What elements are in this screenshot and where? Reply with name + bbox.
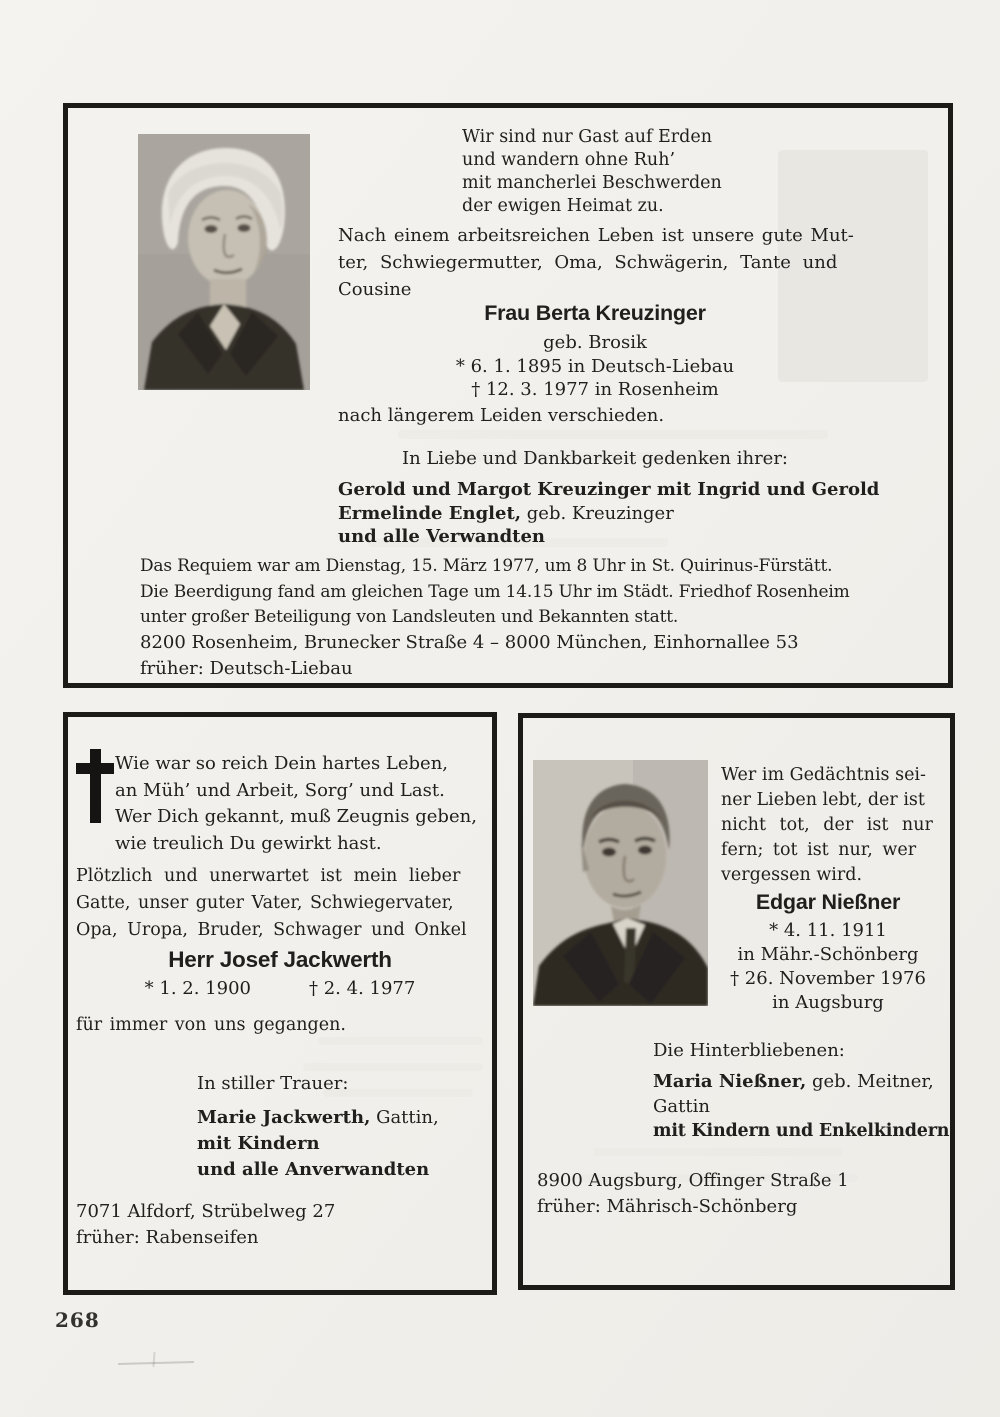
address-line: 8900 Augsburg, Offinger Straße 1	[537, 1170, 849, 1191]
page-number: 268	[55, 1308, 100, 1332]
death-line: † 26. November 1976	[730, 968, 926, 989]
poem-line: wie treulich Du gewirkt hast.	[115, 832, 382, 854]
birth-line: * 6. 1. 1895 in Deutsch-Liebau	[455, 356, 735, 377]
obituary-card-berta-kreuzinger	[63, 103, 953, 688]
bleedthrough-smudge	[318, 1037, 483, 1045]
tribute-line: In Liebe und Dankbarkeit gedenken ihrer:	[402, 448, 788, 469]
vital-dates	[68, 978, 492, 999]
poem-line: ner Lieben lebt, der ist	[721, 790, 925, 810]
mourner-line: mit Kindern und Enkelkindern	[653, 1121, 950, 1141]
opening-poem	[115, 751, 477, 857]
deceased-block	[320, 301, 870, 401]
mourner-name: Ermelinde Englet,	[338, 502, 522, 524]
funeral-line: Das Requiem war am Dienstag, 15. März 1977, um 8 Uhr in St. Quirinus-Fürstätt.	[140, 556, 833, 576]
funeral-paragraph	[140, 554, 850, 631]
bleedthrough-smudge	[303, 1063, 483, 1071]
birth-place-line: in Mähr.-Schönberg	[737, 944, 919, 965]
intro-line: Gatte, unser guter Vater, Schwiegervater,	[76, 893, 454, 913]
poem-line: fern; tot ist nur, wer	[721, 840, 917, 860]
intro-paragraph	[76, 863, 467, 944]
poem-line: vergessen wird.	[721, 865, 863, 885]
mourner-suffix: geb. Meitner,	[806, 1071, 934, 1092]
intro-line: Plötzlich und unerwartet ist mein lieber	[76, 866, 461, 886]
mourner-suffix: Gattin,	[370, 1107, 439, 1128]
cross-icon	[76, 749, 114, 827]
deceased-name: Edgar Nießner	[755, 890, 901, 914]
pencil-mark	[118, 1361, 194, 1365]
intro-line: Nach einem arbeitsreichen Leben ist unsere gute Mut-	[338, 225, 854, 246]
mourner-line	[338, 502, 879, 526]
tribute-line: In stiller Trauer:	[197, 1073, 349, 1094]
pencil-mark	[152, 1352, 155, 1367]
mourner-line	[197, 1105, 439, 1131]
portrait-photo-berta-kreuzinger	[138, 134, 310, 390]
funeral-line: unter großer Beteiligung von Landsleuten und Bekannten statt.	[140, 607, 679, 627]
mourner-line: Gerold und Margot Kreuzinger mit Ingrid und Gerold	[338, 479, 880, 500]
mourner-line: und alle Anverwandten	[197, 1159, 430, 1180]
opening-poem	[462, 126, 722, 218]
address-block	[76, 1199, 335, 1251]
poem-line: der ewigen Heimat zu.	[462, 196, 664, 216]
mourner-suffix: geb. Kreuzinger	[521, 502, 674, 524]
mourner-name: Maria Nießner,	[653, 1071, 807, 1092]
bleedthrough-smudge	[398, 430, 828, 439]
obituary-card-edgar-niessner	[518, 713, 955, 1290]
former-home-line: früher: Deutsch-Liebau	[140, 658, 353, 679]
birth-line: * 1. 2. 1900	[144, 978, 251, 999]
mourner-line	[653, 1070, 949, 1095]
passing-line: für immer von uns gegangen.	[76, 1015, 346, 1035]
mourner-line: und alle Verwandten	[338, 526, 546, 547]
intro-line: ter, Schwiegermutter, Oma, Schwägerin, Tante und	[338, 252, 838, 273]
deceased-name: Frau Berta Kreuzinger	[484, 301, 706, 325]
former-home-line: früher: Mährisch-Schönberg	[537, 1196, 798, 1217]
death-place-line: in Augsburg	[772, 992, 884, 1013]
opening-poem	[721, 763, 933, 888]
address-block	[140, 630, 799, 682]
poem-line: an Müh’ und Arbeit, Sorg’ und Last.	[115, 779, 445, 801]
mourners-block	[197, 1105, 439, 1183]
birth-line: * 4. 11. 1911	[769, 920, 887, 941]
address-line: 8200 Rosenheim, Brunecker Straße 4 – 8000 München, Einhornallee 53	[140, 632, 799, 653]
funeral-line: Die Beerdigung fand am gleichen Tage um 14.15 Uhr im Städt. Friedhof Rosenheim	[140, 581, 850, 602]
address-line: 7071 Alfdorf, Strübelweg 27	[76, 1201, 336, 1222]
maiden-name: geb. Brosik	[543, 332, 647, 353]
bleedthrough-smudge	[593, 1148, 843, 1156]
address-block	[537, 1168, 849, 1220]
tribute-line: Die Hinterbliebenen:	[653, 1040, 845, 1061]
deceased-block	[709, 890, 947, 1015]
intro-line: Opa, Uropa, Bruder, Schwager und Onkel	[76, 920, 467, 940]
passing-line: nach längerem Leiden verschieden.	[338, 405, 665, 426]
poem-line: und wandern ohne Ruh’	[462, 150, 676, 170]
mourner-line: Gattin	[653, 1095, 710, 1117]
death-line: † 12. 3. 1977 in Rosenheim	[471, 379, 719, 400]
mourner-line: mit Kindern	[197, 1133, 320, 1154]
poem-line: Wer Dich gekannt, muß Zeugnis geben,	[115, 806, 477, 827]
poem-line: mit mancherlei Beschwerden	[462, 173, 722, 193]
poem-line: Wie war so reich Dein hartes Leben,	[115, 753, 449, 774]
intro-paragraph	[338, 222, 854, 303]
obituary-card-josef-jackwerth	[63, 712, 497, 1295]
mourner-name: Marie Jackwerth,	[197, 1107, 371, 1128]
poem-line: Wer im Gedächtnis sei-	[721, 765, 926, 785]
poem-line: nicht tot, der ist nur	[721, 815, 933, 835]
intro-line: Cousine	[338, 279, 412, 300]
death-line: † 2. 4. 1977	[309, 978, 416, 999]
portrait-photo-edgar-niessner	[533, 760, 708, 1006]
former-home-line: früher: Rabenseifen	[76, 1227, 259, 1248]
mourners-block	[338, 478, 879, 549]
deceased-name: Herr Josef Jackwerth	[168, 947, 392, 972]
mourners-block	[653, 1070, 949, 1144]
poem-line: Wir sind nur Gast auf Erden	[462, 127, 712, 147]
